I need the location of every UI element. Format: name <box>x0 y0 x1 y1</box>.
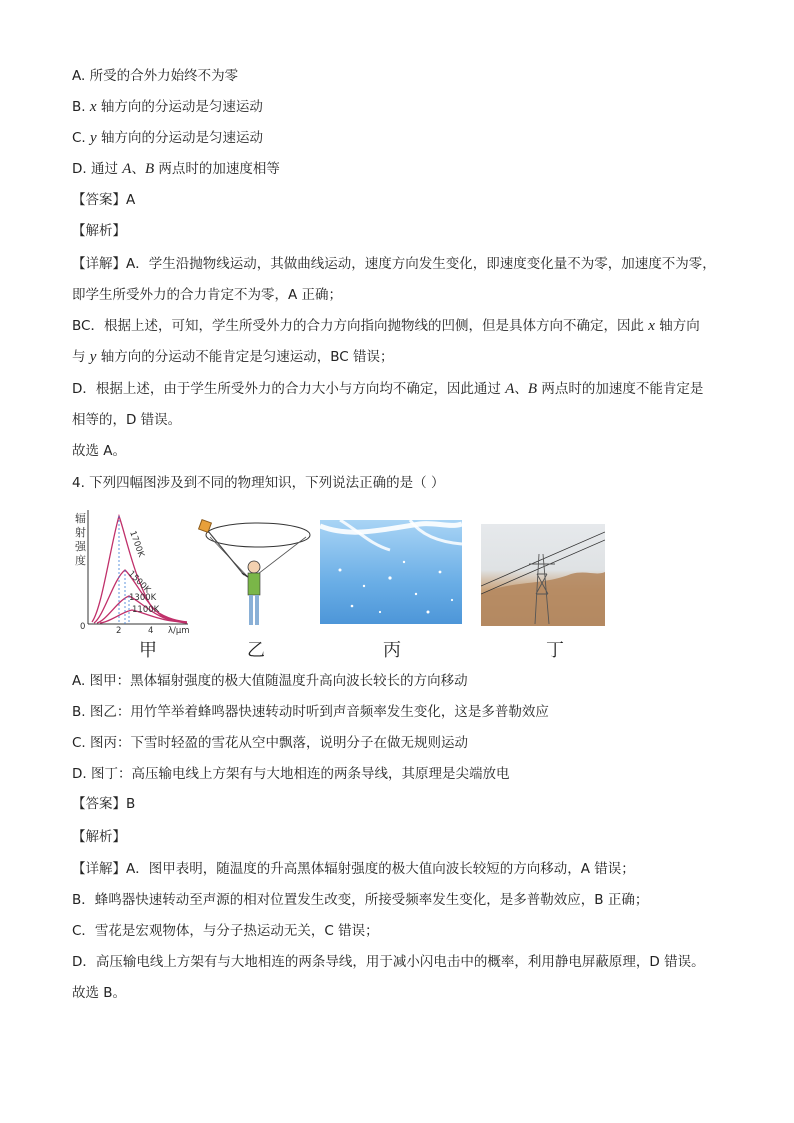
q3-answer: 【答案】A <box>72 192 136 208</box>
q4-analysis-heading: 【解析】 <box>72 829 126 845</box>
tower-drawing <box>481 524 605 626</box>
q3-conclusion: 故选 A。 <box>72 443 127 459</box>
buzzer-rotation-illustration <box>196 515 314 633</box>
q3-option-a: A. 所受的合外力始终不为零 <box>72 68 239 84</box>
q4-answer: 【答案】B <box>72 796 136 812</box>
graph-x-label: λ/μm <box>168 626 190 636</box>
label-1100k: 1100K <box>132 605 160 615</box>
bamboo-pole <box>208 531 244 575</box>
q3-detail-line-5: D．根据上述，由于学生所受外力的合力大小与方向均不确定，因此通过 A、B 两点时的加速度不能肯定是 <box>72 381 704 397</box>
q3-detail-line-1: 【详解】A．学生沿抛物线运动，其做曲线运动，速度方向发生变化，即速度变化量不为零，加速度不为零， <box>72 256 716 272</box>
q4-option-d: D. 图丁：高压输电线上方架有与大地相连的两条导线，其原理是尖端放电 <box>72 766 510 782</box>
person-body <box>248 573 260 595</box>
graph-ylabel-char: 度 <box>75 554 86 567</box>
q4-option-c: C. 图丙：下雪时轻盈的雪花从空中飘落，说明分子在做无规则运动 <box>72 735 469 751</box>
q3-detail-line-4: 与 y 轴方向的分运动不能肯定是匀速运动，BC 错误； <box>72 349 394 365</box>
q4-detail-line-1: 【详解】A．图甲表明，随温度的升高黑体辐射强度的极大值向波长较短的方向移动，A 错误； <box>72 861 635 877</box>
graph-tick-4: 4 <box>148 626 154 636</box>
label-1700k: 1700K <box>127 529 146 559</box>
q4-option-b: B. 图乙：用竹竿举着蜂鸣器快速转动时听到声音频率发生变化，这是多普勒效应 <box>72 704 549 720</box>
q3-option-c: C. y 轴方向的分运动是匀速运动 <box>72 130 263 146</box>
person-head <box>248 561 260 573</box>
q3-option-b: B. x 轴方向的分运动是匀速运动 <box>72 99 263 115</box>
q4-detail-line-2: B．蜂鸣器快速转动至声源的相对位置发生改变，所接受频率发生变化，是多普勒效应，B 正确； <box>72 892 649 908</box>
label-1500k: 1500K <box>125 569 153 596</box>
q3-option-d: D. 通过 A、B 两点时的加速度相等 <box>72 161 280 177</box>
q4-option-a: A. 图甲：黑体辐射强度的极大值随温度升高向波长较长的方向移动 <box>72 673 468 689</box>
q3-analysis-heading: 【解析】 <box>72 223 126 239</box>
fig-label-bing: 丙 <box>383 640 401 661</box>
q4-conclusion: 故选 B。 <box>72 985 127 1001</box>
rotation-circle <box>206 523 310 547</box>
fig-label-ding: 丁 <box>546 640 564 661</box>
person-leg <box>249 595 253 625</box>
q4-detail-line-4: D．高压输电线上方架有与大地相连的两条导线，用于减小闪电击中的概率，利用静电屏蔽原理，D 错误。 <box>72 954 705 970</box>
q3-detail-line-6: 相等的，D 错误。 <box>72 412 182 428</box>
q3-detail-line-2: 即学生所受外力的合力肯定不为零，A 正确； <box>72 287 343 303</box>
graph-ylabel-char: 强 <box>75 540 86 553</box>
graph-origin: 0 <box>80 622 86 632</box>
fig-label-jia: 甲 <box>139 640 157 661</box>
fig-label-yi: 乙 <box>247 640 265 661</box>
q3-detail-line-3: BC．根据上述，可知，学生所受外力的合力方向指向抛物线的凹侧，但是具体方向不确定，因此 x 轴方向 <box>72 318 700 334</box>
transmission-tower-photo <box>481 524 605 626</box>
label-1300k: 1300K <box>129 593 157 603</box>
blackbody-radiation-graph <box>72 508 192 636</box>
graph-tick-2: 2 <box>116 626 122 636</box>
snowflakes <box>320 520 462 624</box>
graph-ylabel-char: 辐 <box>75 512 86 525</box>
person-leg <box>255 595 259 625</box>
graph-ylabel-char: 射 <box>75 526 86 539</box>
snowfall-photo <box>320 520 462 624</box>
q4-stem: 4. 下列四幅图涉及到不同的物理知识，下列说法正确的是（ ） <box>72 475 445 491</box>
q4-detail-line-3: C．雪花是宏观物体，与分子热运动无关，C 错误； <box>72 923 379 939</box>
